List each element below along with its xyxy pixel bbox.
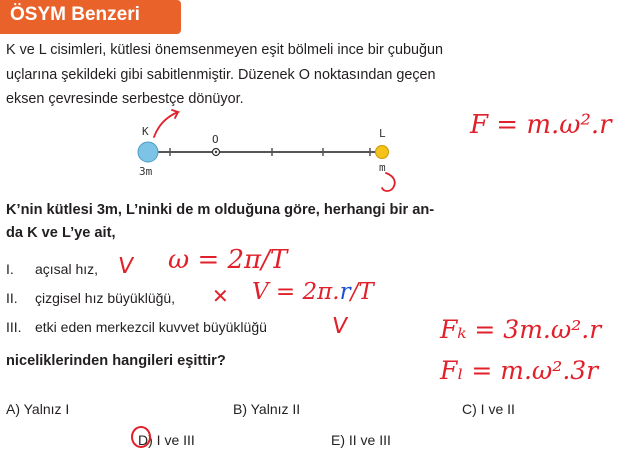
v-formula-left: V = 2π. <box>252 279 340 305</box>
prompt-line: da K ve L’ye ait, <box>6 225 116 241</box>
check-mark-3: V <box>330 314 349 339</box>
prompt-line: K’nin kütlesi 3m, L’ninki de m olduğuna göre, herhangi bir an- <box>6 202 435 218</box>
label-l: L <box>379 127 386 140</box>
statement-text: çizgisel hız büyüklüğü, <box>35 290 176 306</box>
cross-mark: ✕ <box>212 284 229 308</box>
choice-b[interactable]: B) Yalnız II <box>233 401 301 417</box>
label-k: K <box>142 125 149 138</box>
choice-d[interactable]: D) I ve III <box>138 432 195 448</box>
final-question: niceliklerinden hangileri eşittir? <box>6 353 226 369</box>
mass-k: 3m <box>139 165 153 178</box>
statement-num: III. <box>6 319 22 335</box>
badge-title: ÖSYM Benzeri <box>10 4 140 25</box>
statement-num: I. <box>6 261 14 277</box>
question-line: K ve L cisimleri, kütlesi önemsenmeyen eşit bölmeli ince bir çubuğun <box>6 42 443 58</box>
force-formula: F = m.ω².r <box>470 110 612 140</box>
question-line: eksen çevresinde serbestçe dönüyor. <box>6 91 244 107</box>
fl-formula: Fₗ = m.ω².3r <box>440 356 599 385</box>
v-formula-r: r <box>339 279 351 305</box>
label-o: O <box>212 133 219 146</box>
mass-l: m <box>379 161 386 174</box>
fk-formula: Fₖ = 3m.ω².r <box>440 315 602 344</box>
choice-a[interactable]: A) Yalnız I <box>6 401 70 417</box>
omega-formula: ω = 2π/T <box>168 245 288 275</box>
answer-circle <box>132 427 150 447</box>
choice-c[interactable]: C) I ve II <box>462 401 515 417</box>
curved-arrow-k <box>154 110 178 137</box>
v-formula <box>252 279 374 305</box>
question-line: uçlarına şekildeki gibi sabitlenmiştir. Düzenek O noktasından geçen <box>6 66 436 83</box>
statement-num: II. <box>6 290 18 306</box>
check-mark-1: V <box>116 254 135 279</box>
curved-arrow-l <box>382 173 395 191</box>
choice-e[interactable]: E) II ve III <box>331 432 391 448</box>
v-formula-right: /T <box>350 279 374 305</box>
statement-text: açısal hız, <box>35 261 99 277</box>
statement-text: etki eden merkezcil kuvvet büyüklüğü <box>35 319 267 335</box>
